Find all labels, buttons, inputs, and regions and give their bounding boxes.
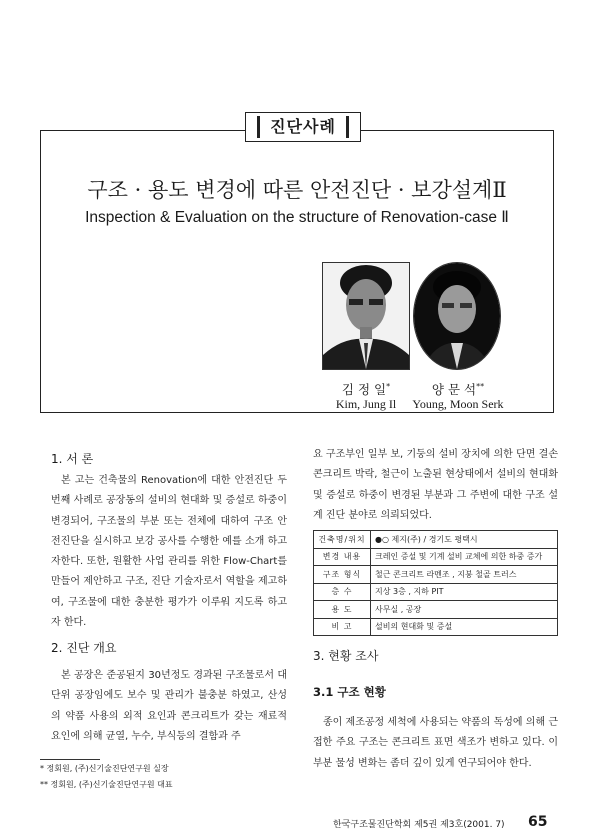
title-english: Inspection & Evaluation on the structure of Renovation-case Ⅱ <box>85 209 509 226</box>
table-key: 변경 내용 <box>314 548 371 566</box>
author-english-1: Kim, Jung Il <box>335 397 397 411</box>
author-photo-1 <box>322 262 410 370</box>
author-english-2: Young, Moon Serk <box>412 397 504 411</box>
title-korean: 구조 · 용도 변경에 따른 안전진단 · 보강설계Ⅱ <box>87 178 507 202</box>
table-row <box>314 601 558 619</box>
table-value: 철근 콘크리트 라멘조 , 지붕 철골 트러스 <box>371 566 558 584</box>
table-row <box>314 583 558 601</box>
table-value: ●○ 제지(주) / 경기도 평택시 <box>371 531 558 549</box>
author-photo-2 <box>413 262 501 370</box>
table-key: 용 도 <box>314 601 371 619</box>
page-number: 65 <box>528 814 548 830</box>
paragraph-introduction: 본 고는 건축물의 Renovation에 대한 안전진단 두 번째 사례로 공장동의 설비의 현대화 및 증설로 하중이 변경되어, 구조물의 부분 또는 전체에 대하여 구조 안전진단을 실시하고 보강 공사를 수행한 예를 소개 하고자한다. 또한, 원활한 사업 관리를 위한 Flow-Chart를 만들어 제안하고 구조, 진단 기술자로서 역할을 제고하여, 구조물에 대한 충분한 평가가 이루워 지도록 하고자 한다. <box>51 475 287 629</box>
table-key: 비 고 <box>314 618 371 636</box>
table-key: 구조 형식 <box>314 566 371 584</box>
paragraph-structure: 종이 제조공정 세척에 사용되는 약품의 독성에 의해 근접한 주요 구조는 콘크리트 표면 색조가 변하고 있다. 이부분 물성 변화는 좀더 깊이 있게 연구되어야 한다. <box>313 717 558 769</box>
heading-overview: 2. 진단 개요 <box>51 641 117 655</box>
category-tag <box>245 112 361 142</box>
paragraph-continued: 요 구조부인 일부 보, 기둥의 설비 장치에 의한 단면 결손 콘크리트 박락, 철근이 노출된 현상태에서 설비의 현대화 및 증설로 하중이 변경된 부분과 그 주변에 대한 구조 설계 진단 분야로 의뢰되었다. <box>313 449 558 521</box>
table-row <box>314 531 558 549</box>
heading-introduction: 1. 서 론 <box>51 452 94 466</box>
category-tag-label: 진단사례 <box>257 116 349 138</box>
author-name-2: 양 문 석** <box>431 382 485 398</box>
table-value: 사무실 , 공장 <box>371 601 558 619</box>
table-value: 지상 3층 , 지하 PIT <box>371 583 558 601</box>
table-row <box>314 566 558 584</box>
footnote-1: * 정회원, (주)신기술진단연구원 실장 <box>40 764 169 773</box>
journal-citation: 한국구조물진단학회 제5권 제3호(2001. 7) <box>333 820 505 830</box>
table-row <box>314 618 558 636</box>
table-row <box>314 548 558 566</box>
heading-status: 3. 현황 조사 <box>313 649 379 663</box>
paragraph-overview: 본 공장은 준공된지 30년정도 경과된 구조물로서 대단위 공장임에도 보수 및 관리가 불충분 하였고, 산성의 약품 사용의 외적 요인과 콘크리트가 갖는 재료적 요인에 의해 균열, 누수, 부식등의 결함과 주 <box>51 670 287 742</box>
table-value: 설비의 현대화 및 증설 <box>371 618 558 636</box>
heading-structure-status: 3.1 구조 현황 <box>313 685 386 699</box>
table-key: 건축명/위치 <box>314 531 371 549</box>
footnote-divider <box>40 759 100 760</box>
author-name-1: 김 정 일* <box>341 382 391 398</box>
table-value: 크레인 증설 및 기계 설비 교체에 의한 하중 증가 <box>371 548 558 566</box>
table-key: 층 수 <box>314 583 371 601</box>
footnote-2: ** 정회원, (주)신기술진단연구원 대표 <box>40 780 173 789</box>
project-spec-table <box>313 530 558 636</box>
